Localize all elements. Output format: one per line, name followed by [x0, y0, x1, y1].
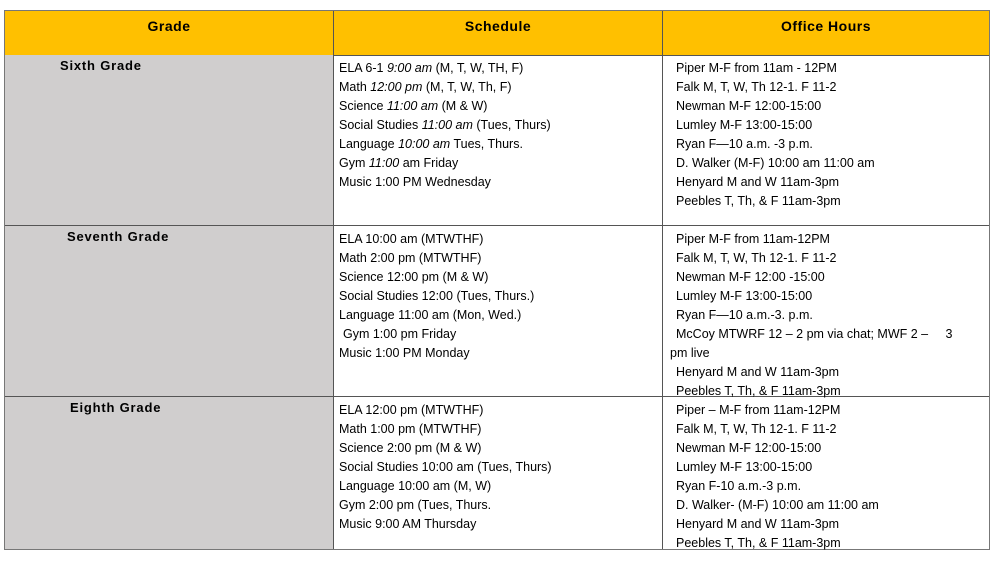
schedule-line: ELA 6-1 9:00 am (M, T, W, TH, F) [339, 61, 524, 75]
table-header-row [5, 11, 989, 56]
schedule-line: Music 9:00 AM Thursday [339, 517, 477, 531]
office-hours-line: Lumley M-F 13:00-15:00 [676, 460, 813, 474]
schedule-cell [334, 55, 663, 225]
header-office-hours: Office Hours [780, 18, 871, 34]
schedule-table [4, 10, 990, 550]
office-hours-line: D. Walker (M-F) 10:00 am 11:00 am [676, 156, 875, 170]
office-hours-line: Lumley M-F 13:00-15:00 [676, 289, 813, 303]
grade-cell [5, 55, 334, 225]
schedule-line: Math 12:00 pm (M, T, W, Th, F) [339, 80, 512, 94]
schedule-line: Music 1:00 PM Wednesday [339, 175, 491, 189]
schedule-line: Music 1:00 PM Monday [339, 346, 470, 360]
grade-cell [5, 397, 334, 549]
schedule-line: ELA 10:00 am (MTWTHF) [339, 232, 484, 246]
office-hours-line: pm live [670, 346, 710, 360]
office-hours-line: Ryan F—10 a.m.-3. p.m. [676, 308, 813, 322]
office-hours-line: Peebles T, Th, & F 11am-3pm [676, 536, 841, 550]
schedule-line: Math 1:00 pm (MTWTHF) [339, 422, 482, 436]
office-hours-line: Peebles T, Th, & F 11am-3pm [676, 384, 841, 398]
office-hours-line: Falk M, T, W, Th 12-1. F 11-2 [676, 422, 837, 436]
office-hours-line: Peebles T, Th, & F 11am-3pm [676, 194, 841, 208]
schedule-line: Science 2:00 pm (M & W) [339, 441, 482, 455]
schedule-line: Social Studies 11:00 am (Tues, Thurs) [339, 118, 551, 132]
office-hours-line: Henyard M and W 11am-3pm [676, 175, 840, 189]
office-hours-line: Newman M-F 12:00-15:00 [676, 441, 822, 455]
office-hours-line: Falk M, T, W, Th 12-1. F 11-2 [676, 80, 837, 94]
office-hours-line: Newman M-F 12:00 -15:00 [676, 270, 825, 284]
schedule-line: Gym 1:00 pm Friday [343, 327, 457, 341]
schedule-line: ELA 12:00 pm (MTWTHF) [339, 403, 484, 417]
grade-name: Eighth Grade [70, 400, 162, 415]
table-row-eighth-grade [5, 397, 989, 549]
table-row-seventh-grade [5, 226, 989, 397]
header-schedule: Schedule [334, 11, 663, 55]
schedule-line: Science 11:00 am (M & W) [339, 99, 488, 113]
office-hours-line: Lumley M-F 13:00-15:00 [676, 118, 813, 132]
office-hours-line: Piper M-F from 11am-12PM [676, 232, 830, 246]
office-hours-line: Piper M-F from 11am - 12PM [676, 61, 837, 75]
office-hours-line: Ryan F-10 a.m.-3 p.m. [676, 479, 802, 493]
grade-cell [5, 226, 334, 396]
office-hours-cell [663, 55, 989, 225]
table-row-sixth-grade [5, 55, 989, 226]
schedule-cell [334, 397, 663, 549]
schedule-line: Social Studies 12:00 (Tues, Thurs.) [339, 289, 535, 303]
schedule-line: Gym 2:00 pm (Tues, Thurs. [339, 498, 492, 512]
schedule-line: Gym 11:00 am Friday [339, 156, 459, 170]
grade-name: Seventh Grade [67, 229, 170, 244]
office-hours-line: Henyard M and W 11am-3pm [676, 365, 840, 379]
office-hours-line: McCoy MTWRF 12 – 2 pm via chat; MWF 2 – 3 [676, 327, 953, 341]
office-hours-line: Ryan F—10 a.m. -3 p.m. [676, 137, 813, 151]
schedule-line: Language 11:00 am (Mon, Wed.) [339, 308, 522, 322]
office-hours-cell [663, 226, 989, 396]
office-hours-line: Newman M-F 12:00-15:00 [676, 99, 822, 113]
schedule-line: Language 10:00 am Tues, Thurs. [339, 137, 523, 151]
schedule-line: Math 2:00 pm (MTWTHF) [339, 251, 482, 265]
schedule-cell [334, 226, 663, 396]
office-hours-line: Falk M, T, W, Th 12-1. F 11-2 [676, 251, 837, 265]
schedule-line: Science 12:00 pm (M & W) [339, 270, 489, 284]
schedule-line: Social Studies 10:00 am (Tues, Thurs) [339, 460, 552, 474]
office-hours-line: Piper – M-F from 11am-12PM [676, 403, 841, 417]
header-grade: Grade [5, 11, 334, 55]
office-hours-line: Henyard M and W 11am-3pm [676, 517, 840, 531]
office-hours-line: D. Walker- (M-F) 10:00 am 11:00 am [676, 498, 879, 512]
grade-name: Sixth Grade [60, 58, 142, 73]
schedule-line: Language 10:00 am (M, W) [339, 479, 492, 493]
office-hours-cell [663, 397, 989, 549]
